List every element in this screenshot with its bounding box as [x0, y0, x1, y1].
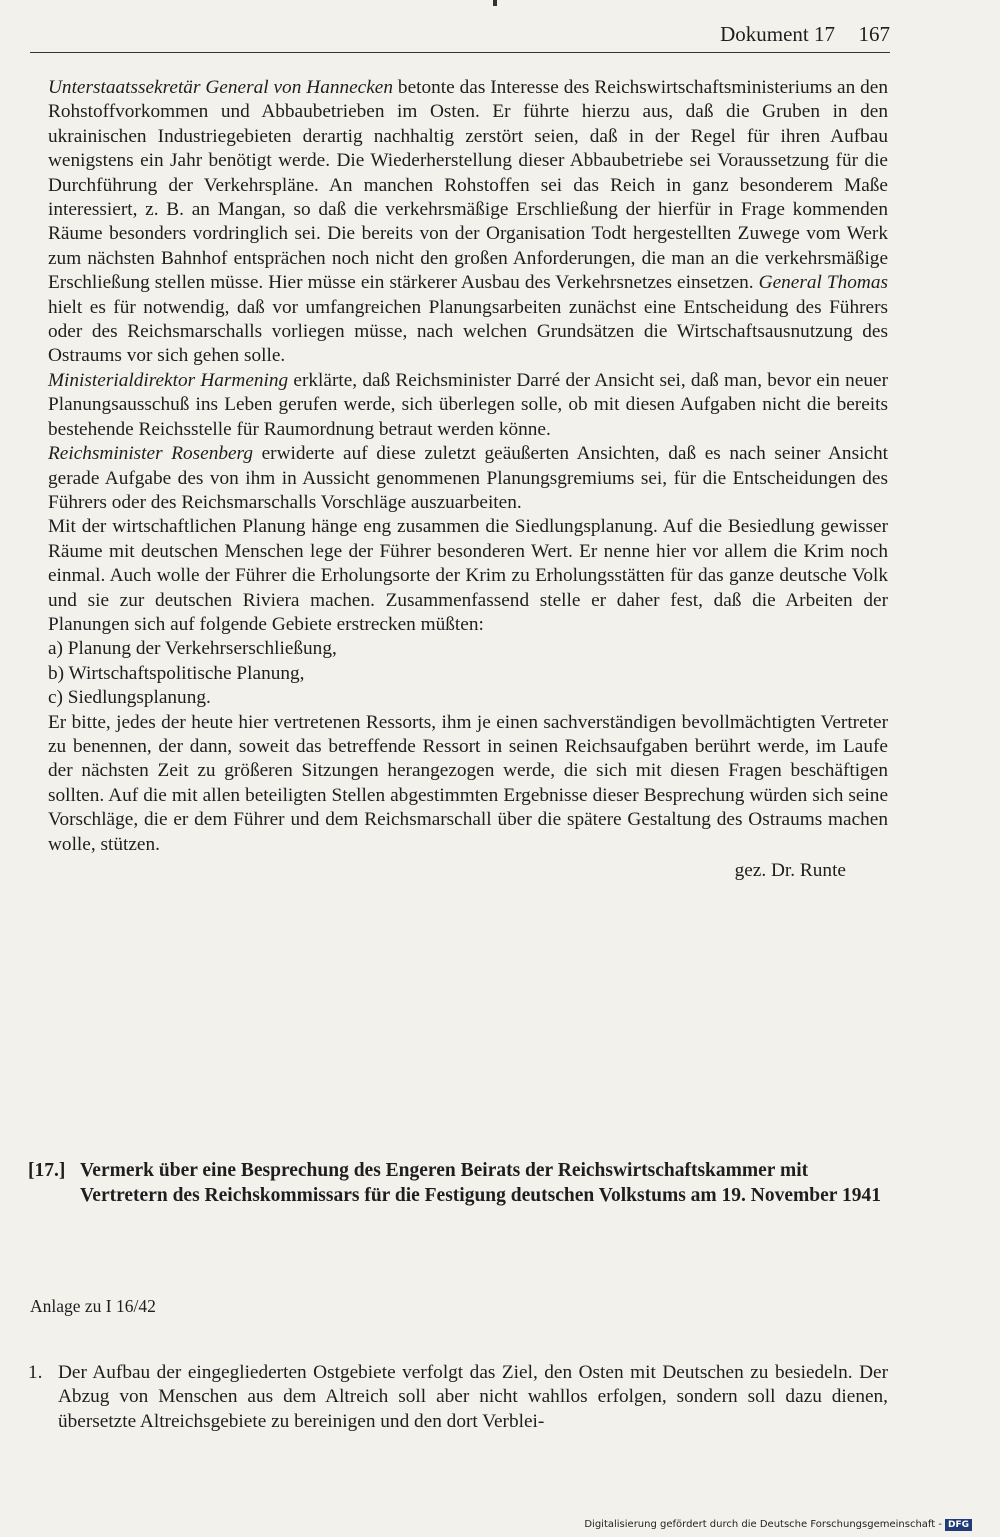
dfg-logo-icon: DFG — [945, 1519, 972, 1531]
section-text: Der Aufbau der eingegliederten Ostgebiete verfolgt das Ziel, den Osten mit Deutschen zu besiedeln. Der Abzug von Menschen aus dem Altreich soll aber nicht wahllos erfolgen, sondern soll dazu dienen, übersetzte Altreichsgebiete zu bereinigen und den dort Verblei- — [58, 1362, 888, 1432]
signature: gez. Dr. Runte — [734, 860, 846, 881]
paragraph-hannecken — [48, 76, 888, 369]
document-number: [17.] — [28, 1160, 66, 1181]
list-item: b) Wirtschaftspolitische Planung, — [48, 662, 305, 684]
paragraph-siedlung: Mit der wirtschaftlichen Planung hänge eng zusammen die Siedlungsplanung. Auf die Besiedlung gewisser Räume mit deutschen Menschen lege der Führer besonderen Wert. Er nenne hier vor allem die Krim noch einmal. Auch wolle der Führer die Erholungsorte der Krim zu Erholungsstätten für das ganze deutsche Volk und sie zur deutschen Riviera machen. Zusammenfassend stelle er daher fest, daß die Arbeiten der Planungen sich auf folgende Gebiete erstrecken müßten: — [48, 516, 888, 635]
list-item: c) Siedlungsplanung. — [48, 687, 211, 709]
digitization-footer — [584, 1519, 972, 1531]
document-title: Vermerk über eine Besprechung des Engeren Beirats der Reichswirtschaftskammer mit Vertretern des Reichskommissars für die Festigung deutschen Volkstums am 19. November 1941 — [80, 1160, 881, 1206]
list-item: a) Planung der Verkehrserschließung, — [48, 638, 337, 660]
paragraph-text: hielt es für notwendig, daß vor umfangreichen Planungsarbeiten zunächst eine Entscheidung des Führers oder des Reichsmarschalls vorliegen müsse, nach welchen Grundsätzen die Wirtschaftsausnutzung des Ostraums vor sich gehen solle. — [48, 296, 888, 367]
footer-text: Digitalisierung gefördert durch die Deutsche Forschungsgemeinschaft - — [584, 1519, 942, 1530]
paragraph-text: betonte das Interesse des Reichswirtschaftsministeriums an den Rohstoffvorkommen und Abbaubetrieben im Osten. Er führte hierzu aus, daß die Gruben in den ukrainischen Industriegebieten derartig nachhaltig zerstört seien, daß in der Regel für ihren Aufbau wenigstens ein Jahr benötigt werde. Die Wiederherstellung dieser Abbaubetriebe sei Voraussetzung für die Durchführung der Verkehrspläne. An manchen Rohstoffen sei das Reich in ganz besonderem Maße interessiert, z. B. an Mangan, so daß die verkehrsmäßige Erschließung der hierfür in Frage kommenden Räume besonders vordringlich sei. Die bereits von der Organisation Todt hergestellten Zuwege vom Werk zum nächsten Bahnhof entsprächen noch nicht den großen Anforderungen, die man an die verkehrsmäßige Erschließung stellen müsse. Hier müsse ein stärkerer Ausbau des Verkehrsnetzes einsetzen. — [48, 77, 888, 294]
section-1 — [28, 1361, 888, 1434]
section-number: 1. — [28, 1362, 43, 1383]
paragraph-text: erwiderte auf diese zuletzt geäußerten Ansichten, daß es nach seiner Ansicht gerade Aufgabe des von ihm in Aussicht genommenen Planungsgremiums sei, für die Entscheidungen des Führers oder des Reichsmarschalls Vorschläge auszuarbeiten. — [48, 443, 888, 513]
top-edge-mark — [493, 0, 497, 6]
speaker-name: General Thomas — [758, 272, 888, 294]
paragraph-request: Er bitte, jedes der heute hier vertretenen Ressorts, ihm je einen sachverständigen bevollmächtigten Vertreter zu benennen, der dann, soweit das betreffende Ressort in seinen Reichsaufgaben berührt werde, im Laufe der nächsten Zeit zu größeren Sitzungen herangezogen werde, die sich mit diesen Fragen beschäftigen sollten. Auf die mit allen beteiligten Stellen abgestimmten Ergebnisse dieser Besprechung würden sich seine Vorschläge, die er dem Führer und dem Reichsmarschall über die spätere Gestaltung des Ostraums machen wolle, stützen. — [48, 711, 888, 855]
paragraph-text: erklärte, daß Reichsminister Darré der Ansicht sei, daß man, bevor ein neuer Planungsausschuß ins Leben gerufen werde, sich überlegen solle, ob mit diesen Aufgaben nicht die bereits bestehende Reichsstelle für Raumordnung betraut werden könne. — [48, 369, 889, 440]
page-number: 167 — [858, 22, 890, 46]
paragraph-harmening — [48, 369, 888, 442]
body-text — [48, 76, 888, 883]
enclosure-note: Anlage zu I 16/42 — [30, 1296, 156, 1316]
speaker-name: Reichsminister Rosenberg — [48, 443, 253, 465]
page-header — [30, 18, 890, 53]
speaker-name: Ministerialdirektor Harmening — [48, 369, 289, 391]
running-title: Dokument 17 — [720, 22, 835, 46]
document-heading — [28, 1158, 888, 1208]
paragraph-rosenberg — [48, 442, 888, 515]
speaker-name: Unterstaatssekretär General von Hannecken — [48, 77, 393, 98]
